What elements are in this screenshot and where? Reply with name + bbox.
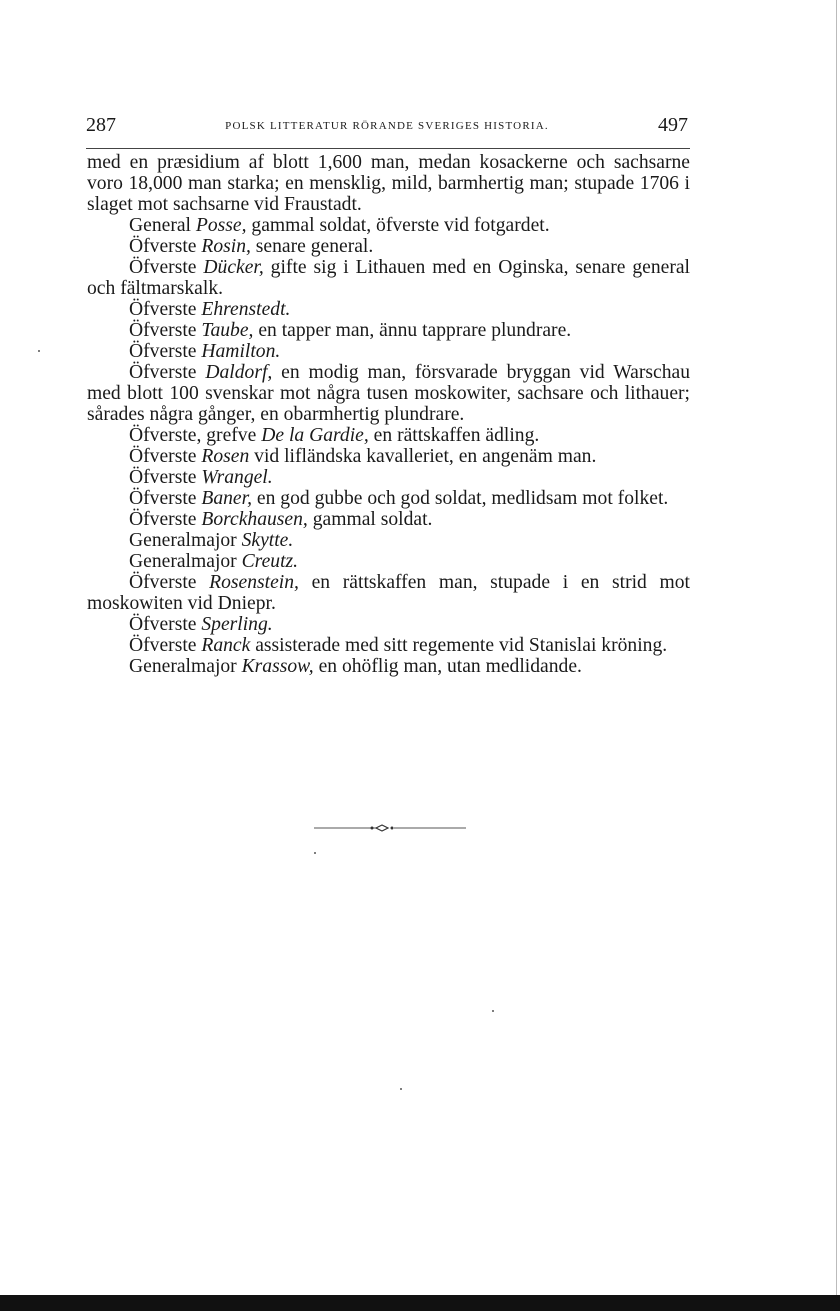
paragraph: Öfverste Daldorf, en modig man, försvarade bryggan vid Warschau med blott 100 svenskar mot några tusen moskowiter, sachsare och lithauer; sårades några gånger, en obarmhertig plundrare. [87,362,690,425]
speck [38,350,40,352]
person-name: Wrangel. [201,467,273,488]
running-title: POLSK LITTERATUR RÖRANDE SVERIGES HISTORIA. [225,120,549,132]
speck [492,1010,494,1012]
paragraph: Öfverste Hamilton. [129,341,281,362]
person-name: De la Gardie, [261,425,369,446]
person-name: Rosenstein, [209,572,299,593]
person-name: Posse, [195,215,247,236]
person-name: Ehrenstedt. [201,299,291,320]
paragraph: Öfverste Sperling. [129,614,273,635]
paragraph: Generalmajor Skytte. [129,530,294,551]
paragraph: Öfverste Dücker, gifte sig i Lithauen med en Oginska, senare general och fältmarskalk. [87,257,690,299]
person-name: Dücker, [203,257,264,278]
page-edge [836,0,837,1295]
page-number-right: 497 [658,114,688,136]
paragraph: Öfverste Rosin, senare general. [129,236,374,257]
scan-border [0,1295,840,1311]
person-name: Taube, [201,320,254,341]
paragraph: Öfverste Ehrenstedt. [129,299,291,320]
person-name: Rosin, [201,236,251,257]
person-name: Daldorf, [205,362,273,383]
paragraph: Öfverste, grefve De la Gardie, en rättskaffen ädling. [129,425,540,446]
paragraph: Generalmajor Krassow, en ohöflig man, utan medlidande. [129,656,582,677]
page-number-left: 287 [86,114,116,136]
person-name: Krassow, [241,656,314,677]
paragraph: Öfverste Rosen vid lifländska kavalleriet, en angenäm man. [129,446,597,467]
header-rule [86,148,690,149]
person-name: Creutz. [241,551,299,572]
paragraph: Öfverste Borckhausen, gammal soldat. [129,509,433,530]
paragraph: Öfverste Wrangel. [129,467,273,488]
person-name: Borckhausen, [201,509,308,530]
paragraph: Öfverste Baner, en god gubbe och god soldat, medlidsam mot folket. [129,488,669,509]
paragraph: Generalmajor Creutz. [129,551,299,572]
person-name: Skytte. [241,530,294,551]
page-header [86,114,688,138]
speck [400,1088,402,1090]
paragraph: Öfverste Ranck assisterade med sitt regemente vid Stanislai kröning. [129,635,668,656]
person-name: Rosen [201,446,250,467]
person-name: Ranck [201,635,251,656]
paragraph: Öfverste Taube, en tapper man, ännu tapprare plundrare. [129,320,572,341]
paragraph: General Posse, gammal soldat, öfverste vid fotgardet. [129,215,550,236]
speck [314,852,316,854]
body-text [87,152,690,677]
paragraph: med en præsidium af blott 1,600 man, medan kosackerne och sachsarne voro 18,000 man starka; en mensklig, mild, barmhertig man; stupade 1706 i slaget mot sachsarne vid Fraustadt. [87,152,690,215]
end-ornament [312,820,468,836]
paragraph: Öfverste Rosenstein, en rättskaffen man, stupade i en strid mot moskowiten vid Dniepr. [87,572,690,614]
person-name: Sperling. [201,614,273,635]
person-name: Baner, [201,488,252,509]
person-name: Hamilton. [201,341,281,362]
